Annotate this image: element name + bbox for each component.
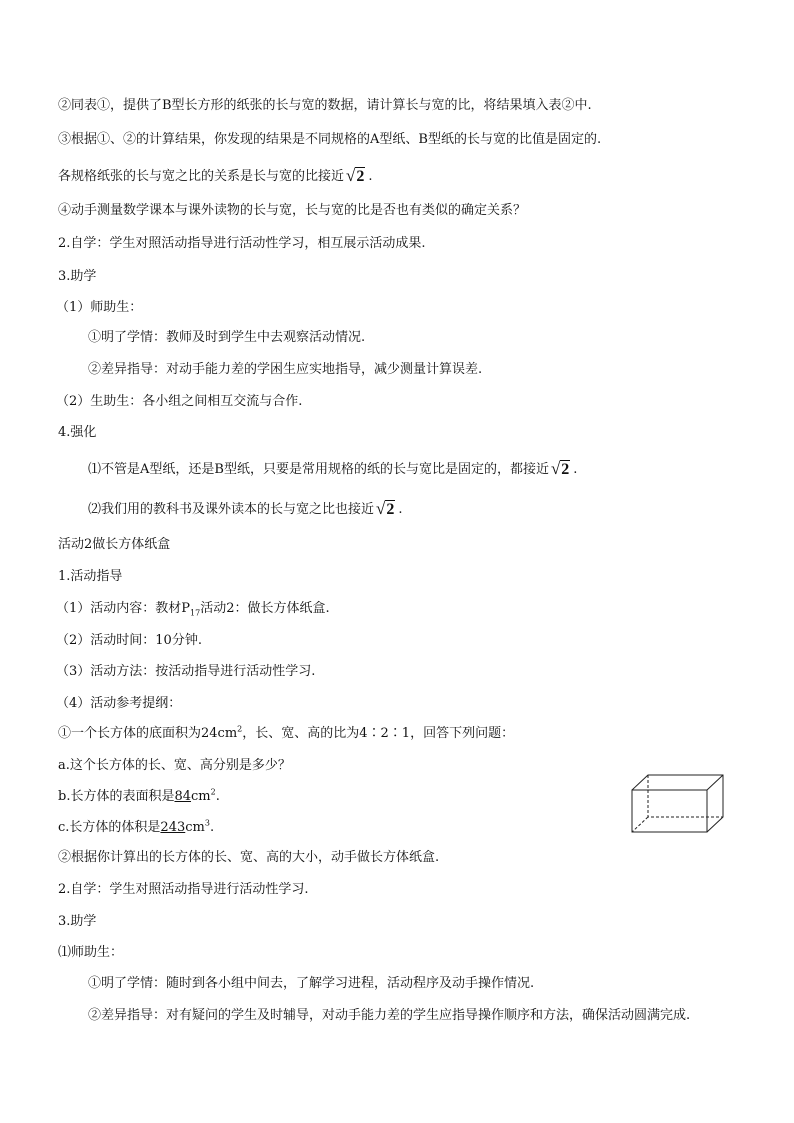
para-activity-outline: （4）活动参考提纲： [56,696,182,711]
text: （1）活动内容：教材P [56,601,191,616]
question-c [58,820,214,836]
superscript: 3 [204,818,210,828]
cuboid-figure [628,772,728,834]
text: c.长方体的体积是 [58,820,161,835]
heading-activity-guidance: 1.活动指导 [58,569,123,584]
para-cuboid-problem [58,726,514,742]
cuboid-hidden-edges [632,775,723,832]
para-diff-guidance-1: ②差异指导：对动手能力差的学困生应实地指导，减少测量计算误差. [88,362,483,377]
para-make-box: ②根据你计算出的长方体的长、宽、高的大小，动手做长方体纸盒. [58,850,440,865]
text: . [209,820,215,835]
text: 各规格纸张的长与宽之比的关系是长与宽的比接近 [58,169,345,184]
para-teacher-help-2: ⑴师助生： [58,945,124,960]
superscript: 2 [210,787,216,797]
text: . [398,502,403,517]
cuboid-visible-edges [632,775,723,832]
cuboid-edge [707,775,723,790]
answer-volume: 243 [160,820,186,835]
text: . [368,169,373,184]
text: ⑵我们用的教科书及课外读本的长与宽之比也接近 [88,502,375,517]
radicand: 2 [561,461,570,478]
para-ratio-sqrt2 [58,168,373,185]
para-student-help: （2）生助生：各小组之间相互交流与合作. [56,394,303,409]
para-measure-books: ④动手测量数学课本与课外读物的长与宽，长与宽的比是否也有类似的确定关系？ [58,203,527,218]
question-a: a.这个长方体的长、宽、高分别是多少？ [58,758,291,773]
text: ⑴不管是A型纸，还是B型纸，只要是常用规格的纸的长与宽比是固定的，都接近 [88,462,549,477]
heading-reinforce: 4.强化 [58,425,97,440]
para-reinforce-1 [88,461,577,478]
para-ratio-finding: ③根据①、②的计算结果，你发现的结果是不同规格的A型纸、B型纸的长与宽的比值是固定的. [58,132,602,147]
superscript: 2 [237,724,243,734]
question-b [58,789,220,805]
unit: cm [191,789,211,804]
heading-help-2: 3.助学 [58,914,97,929]
text: ，长、宽、高的比为4∶2∶1，回答下列问题： [242,726,515,741]
text: . [573,462,578,477]
text: b.长方体的表面积是 [58,789,175,804]
text: ①一个长方体的底面积为24cm [58,726,238,741]
para-self-study-2: 2.自学：学生对照活动指导进行活动性学习. [58,882,309,897]
answer-surface-area: 84 [174,789,192,804]
para-table2-instruction: ②同表①，提供了B型长方形的纸张的长与宽的数据，请计算长与宽的比，将结果填入表②中. [58,98,592,113]
radicand: 2 [386,501,395,518]
para-diff-guidance-2: ②差异指导：对有疑问的学生及时辅导，对动手能力差的学生应指导操作顺序和方法，确保活动圆满完成. [88,1008,691,1023]
sqrt-expression: √2 [550,459,570,478]
text: 活动2：做长方体纸盒. [200,601,330,616]
para-activity-content [56,601,330,617]
para-understand-1: ①明了学情：教师及时到学生中去观察活动情况. [88,330,366,345]
page-subscript: 17 [190,608,201,618]
sqrt-expression: √2 [376,499,395,518]
para-activity-method: （3）活动方法：按活动指导进行活动性学习. [56,664,316,679]
para-self-study-1: 2.自学：学生对照活动指导进行活动性学习，相互展示活动成果. [58,236,426,251]
para-reinforce-2 [88,501,403,518]
heading-activity-2: 活动2做长方体纸盒 [58,537,171,552]
para-teacher-help-1: （1）师助生： [56,300,143,315]
cuboid-front-face [632,790,707,832]
unit: cm [185,820,205,835]
para-understand-2: ①明了学情：随时到各小组中间去，了解学习进程，活动程序及动手操作情况. [88,976,535,991]
para-activity-time: （2）活动时间：10分钟. [56,633,202,648]
radicand: 2 [356,168,365,185]
text: . [215,789,220,804]
sqrt-expression: √2 [346,166,365,185]
heading-help-1: 3.助学 [58,269,97,284]
